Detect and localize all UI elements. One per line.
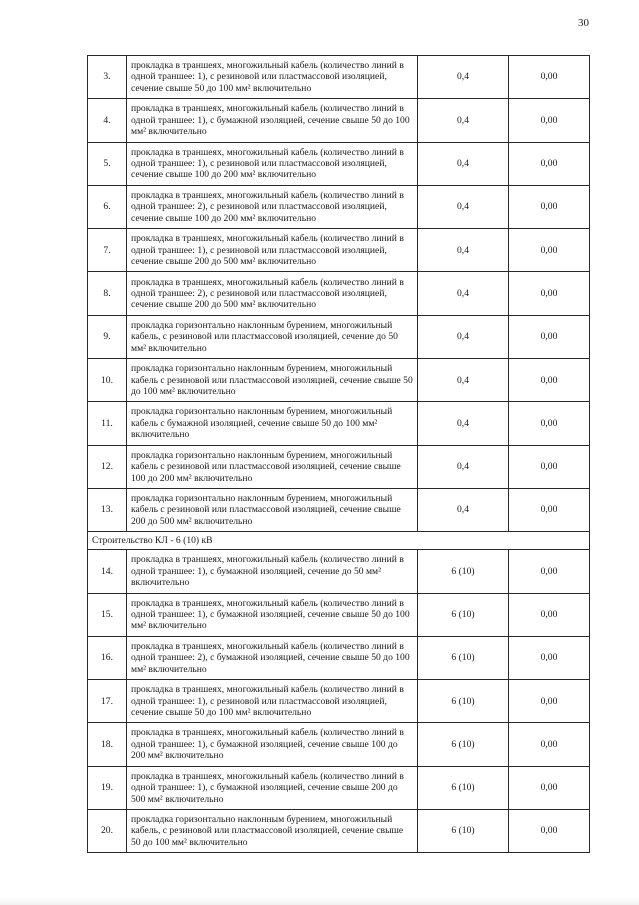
row-value-cell: 0,00 [509,229,590,272]
row-number-cell: 5. [88,142,127,185]
row-number-cell: 3. [88,56,127,99]
row-voltage-cell: 6 (10) [418,810,509,853]
table-row [88,315,590,358]
row-value-cell: 0,00 [509,359,590,402]
row-voltage-cell: 0,4 [418,56,509,99]
row-value-cell: 0,00 [509,723,590,766]
scan-edge-shadow [0,897,639,905]
row-number-cell: 20. [88,810,127,853]
row-value-cell: 0,00 [509,593,590,636]
row-voltage-cell: 0,4 [418,229,509,272]
tariff-table [87,55,590,853]
row-value-cell: 0,00 [509,99,590,142]
row-voltage-cell: 0,4 [418,272,509,315]
row-number-cell: 14. [88,550,127,593]
row-value-cell: 0,00 [509,142,590,185]
row-value-cell: 0,00 [509,810,590,853]
row-number-cell: 19. [88,766,127,809]
row-voltage-cell: 6 (10) [418,723,509,766]
row-number-cell: 7. [88,229,127,272]
row-description-cell: прокладка горизонтально наклонным бурением, многожильный кабель, с резиновой или пластмассовой изоляцией, сечение до 50 мм² включительно [127,315,418,358]
table-row [88,272,590,315]
row-description-cell: прокладка горизонтально наклонным бурением, многожильный кабель с резиновой или пластмассовой изоляцией, сечение свыше 50 до 100 мм² включительно [127,359,418,402]
row-number-cell: 10. [88,359,127,402]
row-voltage-cell: 0,4 [418,402,509,445]
row-voltage-cell: 6 (10) [418,680,509,723]
row-number-cell: 6. [88,185,127,228]
row-value-cell: 0,00 [509,315,590,358]
row-value-cell: 0,00 [509,766,590,809]
table-row [88,488,590,531]
row-voltage-cell: 6 (10) [418,636,509,679]
table-row [88,185,590,228]
row-number-cell: 8. [88,272,127,315]
row-description-cell: прокладка горизонтально наклонным бурением, многожильный кабель, с резиновой или пластмассовой изоляцией, сечение свыше 50 до 100 мм² включительно [127,810,418,853]
row-value-cell: 0,00 [509,56,590,99]
row-voltage-cell: 0,4 [418,142,509,185]
row-value-cell: 0,00 [509,488,590,531]
row-number-cell: 12. [88,445,127,488]
row-description-cell: прокладка в траншеях, многожильный кабель (количество линий в одной траншее: 2), с резиновой или пластмассовой изоляцией, сечение свыше 200 до 500 мм² включительно [127,272,418,315]
section-header-row [88,532,590,550]
table-row [88,229,590,272]
row-description-cell: прокладка горизонтально наклонным бурением, многожильный кабель с резиновой или пластмассовой изоляцией, сечение свыше 100 до 200 мм² включительно [127,445,418,488]
row-value-cell: 0,00 [509,185,590,228]
row-value-cell: 0,00 [509,636,590,679]
row-description-cell: прокладка в траншеях, многожильный кабель (количество линий в одной траншее: 1), с резиновой или пластмассовой изоляцией, сечение свыше 100 до 200 мм² включительно [127,142,418,185]
table-row [88,766,590,809]
table-row [88,636,590,679]
table-row [88,810,590,853]
row-description-cell: прокладка в траншеях, многожильный кабель (количество линий в одной траншее: 2), с бумажной изоляцией, сечение свыше 50 до 100 мм² включительно [127,636,418,679]
row-number-cell: 11. [88,402,127,445]
row-description-cell: прокладка в траншеях, многожильный кабель (количество линий в одной траншее: 1), с бумажной изоляцией, сечение свыше 200 до 500 мм² включительно [127,766,418,809]
row-value-cell: 0,00 [509,272,590,315]
row-voltage-cell: 0,4 [418,185,509,228]
row-value-cell: 0,00 [509,402,590,445]
table-row [88,402,590,445]
table-row [88,142,590,185]
row-description-cell: прокладка в траншеях, многожильный кабель (количество линий в одной траншее: 2), с резиновой или пластмассовой изоляцией, сечение свыше 100 до 200 мм² включительно [127,185,418,228]
row-number-cell: 4. [88,99,127,142]
table-row [88,359,590,402]
table-row [88,99,590,142]
row-value-cell: 0,00 [509,680,590,723]
row-description-cell: прокладка в траншеях, многожильный кабель (количество линий в одной траншее: 1), с резиновой или пластмассовой изоляцией, сечение свыше 50 до 100 мм² включительно [127,56,418,99]
row-number-cell: 15. [88,593,127,636]
row-voltage-cell: 0,4 [418,99,509,142]
row-value-cell: 0,00 [509,550,590,593]
row-value-cell: 0,00 [509,445,590,488]
row-number-cell: 13. [88,488,127,531]
row-description-cell: прокладка горизонтально наклонным бурением, многожильный кабель с резиновой или пластмассовой изоляцией, сечение свыше 200 до 500 мм² включительно [127,488,418,531]
table-row [88,56,590,99]
row-voltage-cell: 0,4 [418,359,509,402]
tariff-table-body [88,56,590,853]
row-number-cell: 17. [88,680,127,723]
row-description-cell: прокладка горизонтально наклонным бурением, многожильный кабель с бумажной изоляцией, сечение свыше 50 до 100 мм² включительно [127,402,418,445]
row-description-cell: прокладка в траншеях, многожильный кабель (количество линий в одной траншее: 1), с бумажной изоляцией, сечение до 50 мм² включительно [127,550,418,593]
row-voltage-cell: 0,4 [418,315,509,358]
row-voltage-cell: 6 (10) [418,550,509,593]
row-description-cell: прокладка в траншеях, многожильный кабель (количество линий в одной траншее: 1), с бумажной изоляцией, сечение свыше 50 до 100 мм² включительно [127,99,418,142]
row-number-cell: 16. [88,636,127,679]
table-row [88,445,590,488]
page-number: 30 [578,17,589,29]
row-description-cell: прокладка в траншеях, многожильный кабель (количество линий в одной траншее: 1), с резиновой или пластмассовой изоляцией, сечение свыше 50 до 100 мм² включительно [127,680,418,723]
table-row [88,723,590,766]
table-row [88,680,590,723]
row-number-cell: 18. [88,723,127,766]
row-number-cell: 9. [88,315,127,358]
row-voltage-cell: 6 (10) [418,593,509,636]
table-row [88,550,590,593]
row-description-cell: прокладка в траншеях, многожильный кабель (количество линий в одной траншее: 1), с резиновой или пластмассовой изоляцией, сечение свыше 200 до 500 мм² включительно [127,229,418,272]
table-row [88,593,590,636]
section-title: Строительство КЛ - 6 (10) кВ [88,532,590,550]
row-voltage-cell: 0,4 [418,488,509,531]
row-voltage-cell: 6 (10) [418,766,509,809]
row-description-cell: прокладка в траншеях, многожильный кабель (количество линий в одной траншее: 1), с бумажной изоляцией, сечение свыше 50 до 100 мм² включительно [127,593,418,636]
row-voltage-cell: 0,4 [418,445,509,488]
row-description-cell: прокладка в траншеях, многожильный кабель (количество линий в одной траншее: 1), с бумажной изоляцией, сечение свыше 100 до 200 мм² включительно [127,723,418,766]
